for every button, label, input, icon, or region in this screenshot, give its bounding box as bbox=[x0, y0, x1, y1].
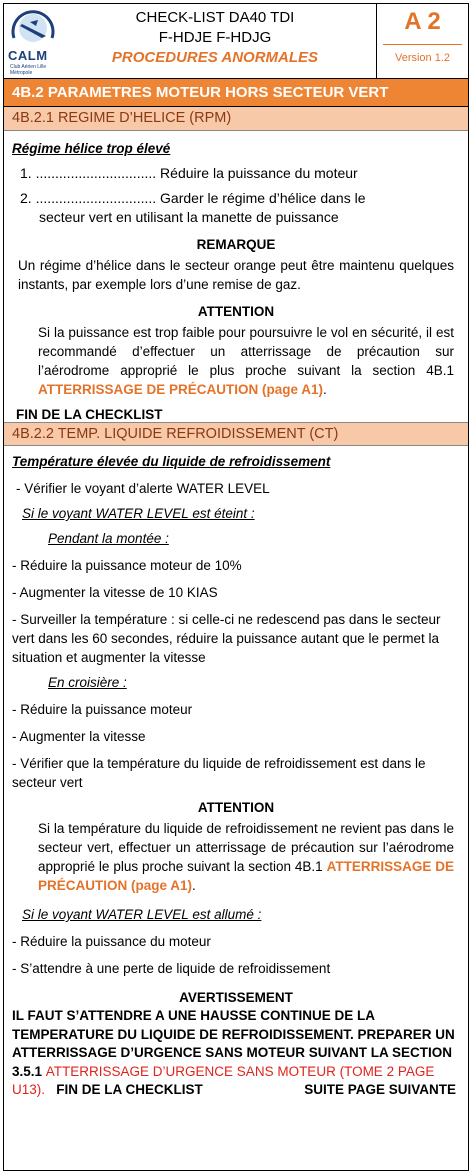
avertissement-text bbox=[12, 1007, 460, 1100]
step-2-action-cont: secteur vert en utilisant la manette de puissance bbox=[39, 209, 339, 225]
rpm-attention-link: ATTERRISSAGE DE PRÉCAUTION (page A1) bbox=[38, 382, 324, 397]
code-divider bbox=[383, 44, 462, 45]
avertissement-body: IL FAUT S’ATTENDRE A UNE HAUSSE CONTINUE DE LA TEMPERATURE DU LIQUIDE DE REFROIDISSEMENT. PREPARER UN ATTERRISSAGE D’URGENCE SANS MOTEUR SUIVANT LA SECTION 3.5.1 bbox=[12, 1008, 455, 1079]
version-label: Version 1.2 bbox=[394, 52, 451, 64]
ct-attention-body: Si la température du liquide de refroidissement ne revient pas dans le secteur vert, effectuer un atterrissage de précaution sur l’aérodrome approprié le plus proche suivant la section 4B.1 bbox=[38, 821, 454, 874]
ct-cruise-item-3: - Vérifier que la température du liquide de refroidissement est dans le secteur vert bbox=[12, 756, 426, 790]
rpm-attention-title: ATTENTION bbox=[197, 304, 275, 319]
step-1-dots: 1. ............................... bbox=[20, 165, 157, 181]
ct-cruise-item-1: - Réduire la puissance moteur bbox=[12, 702, 193, 717]
logo-icon bbox=[10, 8, 56, 48]
suite-page-suivante: SUITE PAGE SUIVANTE bbox=[304, 1082, 456, 1097]
ct-light-on-item-2: - S’attendre à une perte de liquide de refroidissement bbox=[12, 961, 331, 976]
ct-light-on-item-1: - Réduire la puissance du moteur bbox=[12, 934, 211, 949]
checklist-title: CHECK-LIST DA40 TDI bbox=[135, 9, 295, 26]
rpm-fin-checklist: FIN DE LA CHECKLIST bbox=[16, 407, 163, 422]
remarque-text: Un régime d’hélice dans le secteur orange peut être maintenu quelques instants, par exemple lors d’une remise de gaz. bbox=[18, 258, 454, 292]
step-2-action: Garder le régime d’hélice dans le bbox=[160, 190, 366, 206]
ct-attention-title: ATTENTION bbox=[197, 800, 275, 815]
ct-climb-item-3: - Surveiller la température : si celle-ci ne redescend pas dans le secteur vert dans les 60 secondes, réduire la puissance autant que le permet la situation et augmenter la vitesse bbox=[12, 612, 441, 665]
section-main-title: 4B.2 PARAMETRES MOTEUR HORS SECTEUR VERT bbox=[4, 79, 468, 107]
logo-subtitle: Club Aérien Lille Métropole bbox=[10, 64, 47, 76]
rpm-step-2 bbox=[12, 189, 460, 208]
club-logo bbox=[8, 8, 58, 76]
ct-check-warning-light: - Vérifier le voyant d’alerte WATER LEVEL bbox=[16, 481, 270, 496]
ct-if-light-off: Si le voyant WATER LEVEL est éteint : bbox=[22, 506, 255, 521]
checklist-page bbox=[3, 3, 469, 1171]
section-ct-title: 4B.2.2 TEMP. LIQUIDE REFROIDISSEMENT (CT) bbox=[4, 422, 468, 446]
page-code: A 2 bbox=[404, 8, 441, 35]
remarque-title: REMARQUE bbox=[196, 237, 276, 252]
avertissement-link: ATTERRISSAGE D’URGENCE SANS MOTEUR (TOME 2 PAGE U13). bbox=[12, 1063, 435, 1097]
avertissement-title: AVERTISSEMENT bbox=[179, 990, 293, 1005]
ct-climb-heading: Pendant la montée : bbox=[48, 531, 169, 546]
ct-climb-item-1: - Réduire la puissance moteur de 10% bbox=[12, 558, 242, 573]
rpm-attention-body: Si la puissance est trop faible pour poursuivre le vol en sécurité, il est recommandé d’effectuer un atterrissage de précaution sur l’aérodrome approprié le plus proche suivant la section 4B.1 bbox=[38, 325, 454, 378]
section-rpm-title: 4B.2.1 REGIME D’HELICE (RPM) bbox=[4, 107, 468, 131]
ct-if-light-on: Si le voyant WATER LEVEL est allumé : bbox=[22, 907, 262, 922]
page-code-box bbox=[376, 4, 468, 79]
ct-climb-item-2: - Augmenter la vitesse de 10 KIAS bbox=[12, 585, 218, 600]
step-2-dots: 2. ............................... bbox=[20, 190, 157, 206]
ct-attention-end: . bbox=[192, 878, 196, 893]
ct-cruise-item-2: - Augmenter la vitesse bbox=[12, 729, 146, 744]
ct-section bbox=[4, 454, 468, 1100]
procedures-heading: PROCEDURES ANORMALES bbox=[111, 49, 319, 66]
rpm-step-1 bbox=[12, 164, 460, 183]
rpm-subhead: Régime hélice trop élevé bbox=[12, 141, 171, 156]
step-1-action: Réduire la puissance du moteur bbox=[160, 165, 358, 181]
aircraft-registrations: F-HDJE F-HDJG bbox=[158, 29, 272, 46]
ct-subhead: Température élevée du liquide de refroidissement bbox=[12, 454, 331, 469]
ct-fin-checklist: FIN DE LA CHECKLIST bbox=[56, 1082, 203, 1097]
ct-attention-link: ATTERRISSAGE DE PRÉCAUTION (page A1) bbox=[38, 859, 454, 893]
rpm-attention-end: . bbox=[323, 382, 327, 397]
rpm-section bbox=[4, 141, 468, 422]
page-header bbox=[4, 4, 468, 79]
rpm-attention-text bbox=[12, 323, 460, 399]
title-block bbox=[60, 8, 370, 68]
ct-attention-text bbox=[12, 819, 460, 895]
ct-cruise-heading: En croisière : bbox=[48, 675, 127, 690]
logo-text: CALM bbox=[8, 48, 48, 63]
